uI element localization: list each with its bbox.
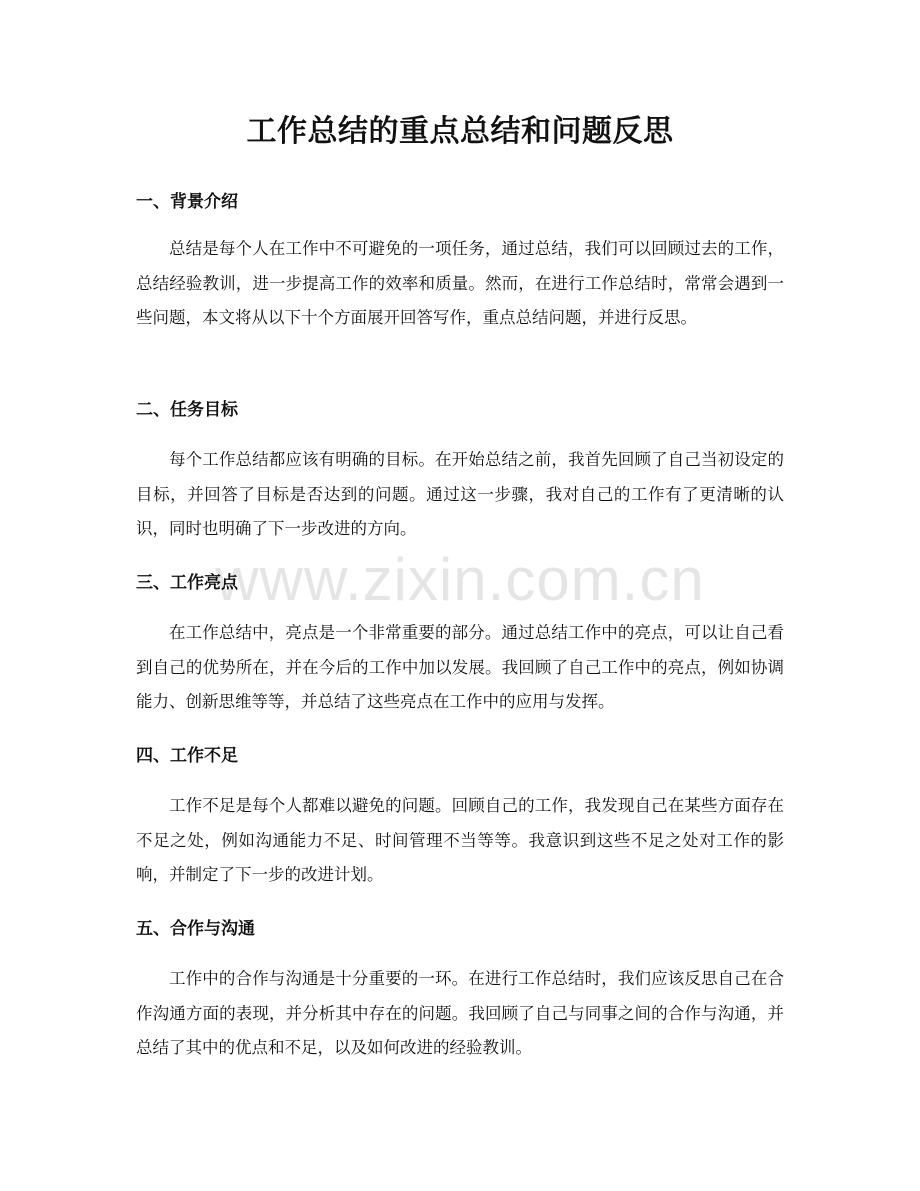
section-heading-background: 一、背景介绍	[136, 192, 238, 212]
section-heading-highlights: 三、工作亮点	[136, 573, 238, 593]
section-body-background: 总结是每个人在工作中不可避免的一项任务，通过总结，我们可以回顾过去的工作，总结经验教训，进一步提高工作的效率和质量。然而，在进行工作总结时，常常会遇到一些问题，本文将从以下十个方面展开回答写作，重点总结问题，并进行反思。	[136, 239, 784, 327]
section-heading-cooperation: 五、合作与沟通	[136, 919, 255, 939]
section-heading-shortcomings: 四、工作不足	[136, 746, 238, 766]
section-heading-goals: 二、任务目标	[136, 400, 238, 420]
section-body-shortcomings: 工作不足是每个人都难以避免的问题。回顾自己的工作，我发现自己在某些方面存在不足之处，例如沟通能力不足、时间管理不当等等。我意识到这些不足之处对工作的影响，并制定了下一步的改进计划。	[136, 796, 784, 884]
watermark-text: www.zixin.com.cn	[215, 546, 705, 613]
section-body-highlights: 在工作总结中，亮点是一个非常重要的部分。通过总结工作中的亮点，可以让自己看到自己的优势所在，并在今后的工作中加以发展。我回顾了自己工作中的亮点，例如协调能力、创新思维等等，并总结了这些亮点在工作中的应用与发挥。	[136, 623, 784, 711]
section-body-cooperation: 工作中的合作与沟通是十分重要的一环。在进行工作总结时，我们应该反思自己在合作沟通方面的表现，并分析其中存在的问题。我回顾了自己与同事之间的合作与沟通，并总结了其中的优点和不足，以及如何改进的经验教训。	[136, 969, 784, 1057]
page-title: 工作总结的重点总结和问题反思	[246, 114, 674, 149]
section-body-goals: 每个工作总结都应该有明确的目标。在开始总结之前，我首先回顾了自己当初设定的目标，并回答了目标是否达到的问题。通过这一步骤，我对自己的工作有了更清晰的认识，同时也明确了下一步改进的方向。	[136, 450, 784, 538]
